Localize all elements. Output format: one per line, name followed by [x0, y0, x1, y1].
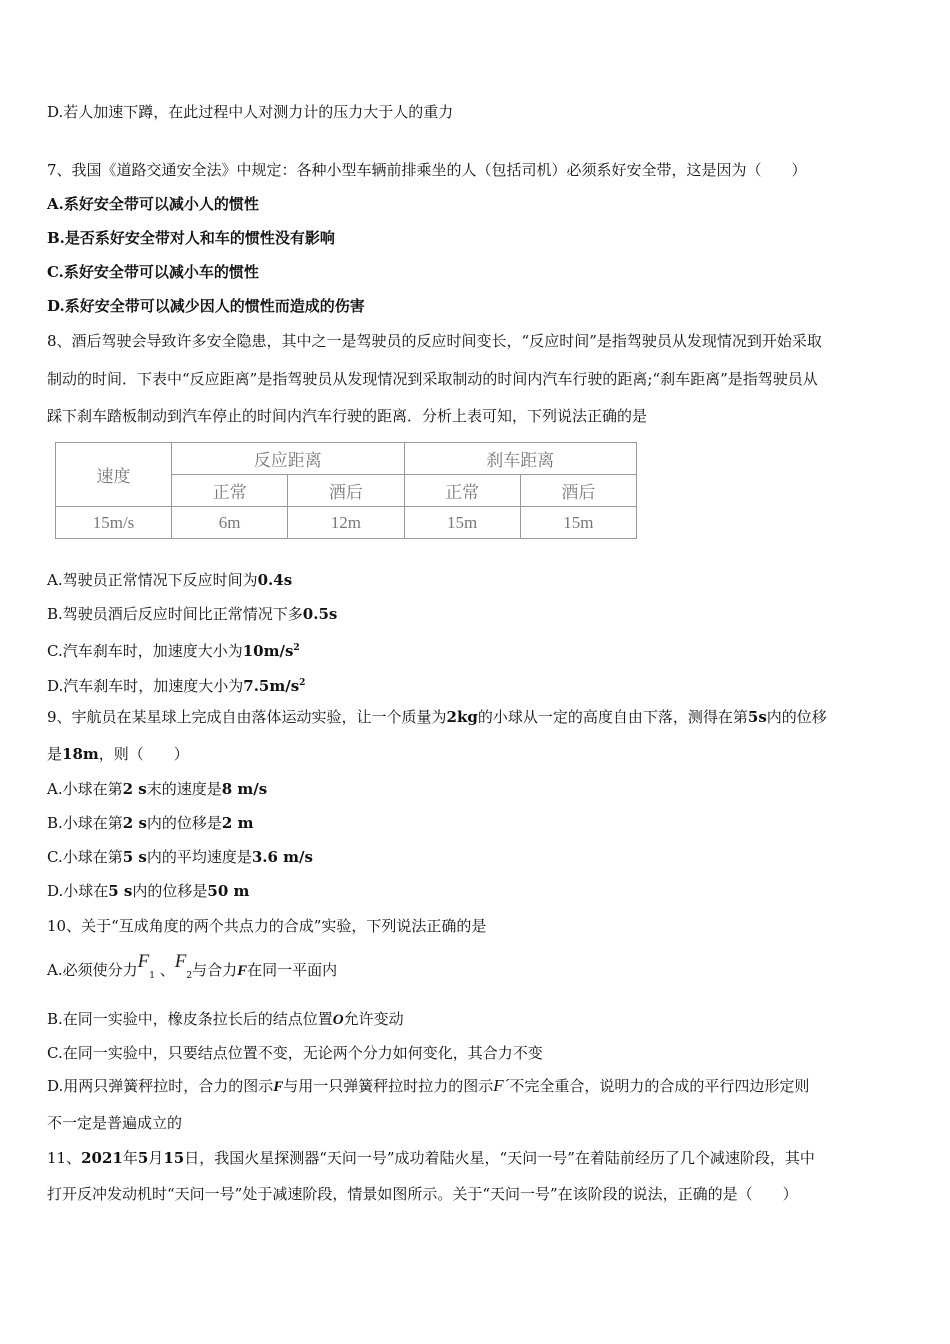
point-symbol: O [332, 1012, 344, 1028]
table-cell: 15m/s [56, 507, 172, 539]
option-text: 内的位移是 [132, 882, 208, 900]
stem-value: 15 [163, 1149, 185, 1167]
q10-option-c: C.在同一实验中，只要结点位置不变，无论两个分力如何变化，其合力不变 [47, 1044, 543, 1062]
option-value: 10m/s [242, 642, 294, 660]
q8-option-d [47, 673, 305, 696]
q10-option-a [47, 951, 338, 986]
q11-stem-line2: 打开反冲发动机时“天问一号”处于减速阶段，情景如图所示。关于“天问一号”在该阶段的说法，正确的是（ ） [47, 1185, 798, 1203]
force-symbol: F [137, 951, 150, 972]
option-text: D.汽车刹车时，加速度大小为 [47, 677, 244, 695]
option-text: C.汽车刹车时，加速度大小为 [47, 642, 243, 660]
option-value: 50 m [207, 882, 250, 900]
q10-option-b [47, 1009, 404, 1030]
separator: 、 [159, 961, 175, 979]
q8-stem-line1: 8、酒后驾驶会导致许多安全隐患，其中之一是驾驶员的反应时间变长，“反应时间”是指驾驶员从发现情况到开始采取 [47, 332, 822, 350]
q9-option-b [47, 813, 253, 833]
subscript: 2 [186, 971, 193, 981]
q7-option-a: A.系好安全带可以减小人的惯性 [47, 195, 259, 213]
stem-text: 的小球从一定的高度自由下落，测得在第 [477, 708, 748, 726]
q11-stem-line1 [47, 1148, 815, 1168]
q10-option-d-line2: 不一定是普遍成立的 [47, 1114, 183, 1132]
q9-option-c [47, 847, 313, 867]
table-cell: 6m [172, 507, 288, 539]
q8-option-b [47, 604, 337, 624]
stem-value: 2021 [81, 1149, 123, 1167]
force-symbol: F [273, 1079, 284, 1095]
option-text: B.驾驶员酒后反应时间比正常情况下多 [47, 605, 303, 623]
stem-text: 9、宇航员在某星球上完成自由落体运动实验，让一个质量为 [47, 708, 447, 726]
stem-text: 内的位移 [766, 708, 827, 726]
option-text: C.小球在第 [47, 848, 123, 866]
option-text: 允许变动 [343, 1010, 404, 1028]
header-normal: 正常 [172, 475, 288, 507]
option-value: 2 s [122, 780, 147, 798]
option-value: 2 s [122, 814, 147, 832]
force-symbol: F´ [493, 1076, 510, 1095]
table-cell: 15m [404, 507, 520, 539]
q7-option-b: B.是否系好安全带对人和车的惯性没有影响 [47, 229, 335, 247]
stem-value: 2kg [446, 708, 478, 726]
stem-text: 年 [122, 1149, 138, 1167]
option-value: 0.5s [302, 605, 338, 623]
q6-option-d: D.若人加速下蹲，在此过程中人对测力计的压力大于人的重力 [47, 103, 454, 121]
q9-stem-line1 [47, 707, 827, 727]
header-normal: 正常 [404, 475, 520, 507]
reaction-braking-table [55, 442, 637, 539]
q8-stem-line3: 踩下刹车踏板制动到汽车停止的时间内汽车行驶的距离．分析上表可知，下列说法正确的是 [47, 407, 648, 425]
option-text: 内的平均速度是 [146, 848, 252, 866]
header-speed: 速度 [56, 443, 172, 507]
force-symbol: F [237, 963, 248, 979]
subscript: 1 [149, 971, 155, 981]
q8-option-a [47, 570, 292, 590]
option-text: 与合力 [192, 961, 238, 979]
option-value: 7.5m/s [243, 677, 300, 695]
exponent: 2 [299, 678, 306, 688]
q8-stem-line2: 制动的时间．下表中“反应距离”是指驾驶员从发现情况到采取制动的时间内汽车行驶的距离;“刹车距离”是指驾驶员从 [47, 370, 818, 388]
option-text: 不完全重合，说明力的合成的平行四边形定则 [509, 1077, 810, 1095]
q8-option-c [47, 638, 300, 661]
q7-stem: 7、我国《道路交通安全法》中规定：各种小型车辆前排乘坐的人（包括司机）必须系好安全带，这是因为（ ） [47, 161, 807, 179]
stem-text: ，则（ ） [98, 745, 189, 763]
header-reaction-distance: 反应距离 [172, 443, 405, 475]
stem-text: 11、 [47, 1149, 82, 1167]
q10-stem: 10、关于“互成角度的两个共点力的合成”实验，下列说法正确的是 [47, 917, 487, 935]
option-text: 内的位移是 [146, 814, 222, 832]
exponent: 2 [293, 643, 300, 653]
q9-option-d [47, 881, 249, 901]
option-text: D.用两只弹簧秤拉时，合力的图示 [47, 1077, 274, 1095]
q9-option-a [47, 779, 267, 799]
q7-option-c: C.系好安全带可以减小车的惯性 [47, 263, 259, 281]
option-text: A.驾驶员正常情况下反应时间为 [47, 571, 258, 589]
table-cell: 12m [288, 507, 404, 539]
option-text: 与用一只弹簧秤拉时拉力的图示 [283, 1077, 494, 1095]
stem-text: 是 [47, 745, 63, 763]
option-text: D.小球在 [47, 882, 109, 900]
option-value: 8 m/s [221, 780, 268, 798]
option-value: 2 m [221, 814, 254, 832]
stem-value: 18m [62, 745, 99, 763]
stem-value: 5s [747, 708, 767, 726]
table-cell: 15m [520, 507, 636, 539]
option-text: A.必须使分力 [47, 961, 138, 979]
option-text: B.在同一实验中，橡皮条拉长后的结点位置 [47, 1010, 333, 1028]
q7-option-d: D.系好安全带可以减少因人的惯性而造成的伤害 [47, 297, 365, 315]
stem-text: 日，我国火星探测器“天问一号”成功着陆火星，“天问一号”在着陆前经历了几个减速阶段，其中 [184, 1149, 815, 1167]
header-drunk: 酒后 [288, 475, 404, 507]
option-text: 末的速度是 [146, 780, 222, 798]
header-drunk: 酒后 [520, 475, 636, 507]
option-text: 在同一平面内 [247, 961, 338, 979]
q10-option-d [47, 1076, 809, 1097]
force-symbol: F [174, 951, 187, 972]
option-value: 5 s [122, 848, 147, 866]
header-braking-distance: 刹车距离 [404, 443, 637, 475]
option-value: 3.6 m/s [251, 848, 313, 866]
stem-text: 月 [148, 1149, 164, 1167]
option-value: 0.4s [257, 571, 293, 589]
option-value: 5 s [108, 882, 133, 900]
q9-stem-line2 [47, 744, 189, 764]
stem-value: 5 [137, 1149, 149, 1167]
option-text: A.小球在第 [47, 780, 123, 798]
option-text: B.小球在第 [47, 814, 123, 832]
